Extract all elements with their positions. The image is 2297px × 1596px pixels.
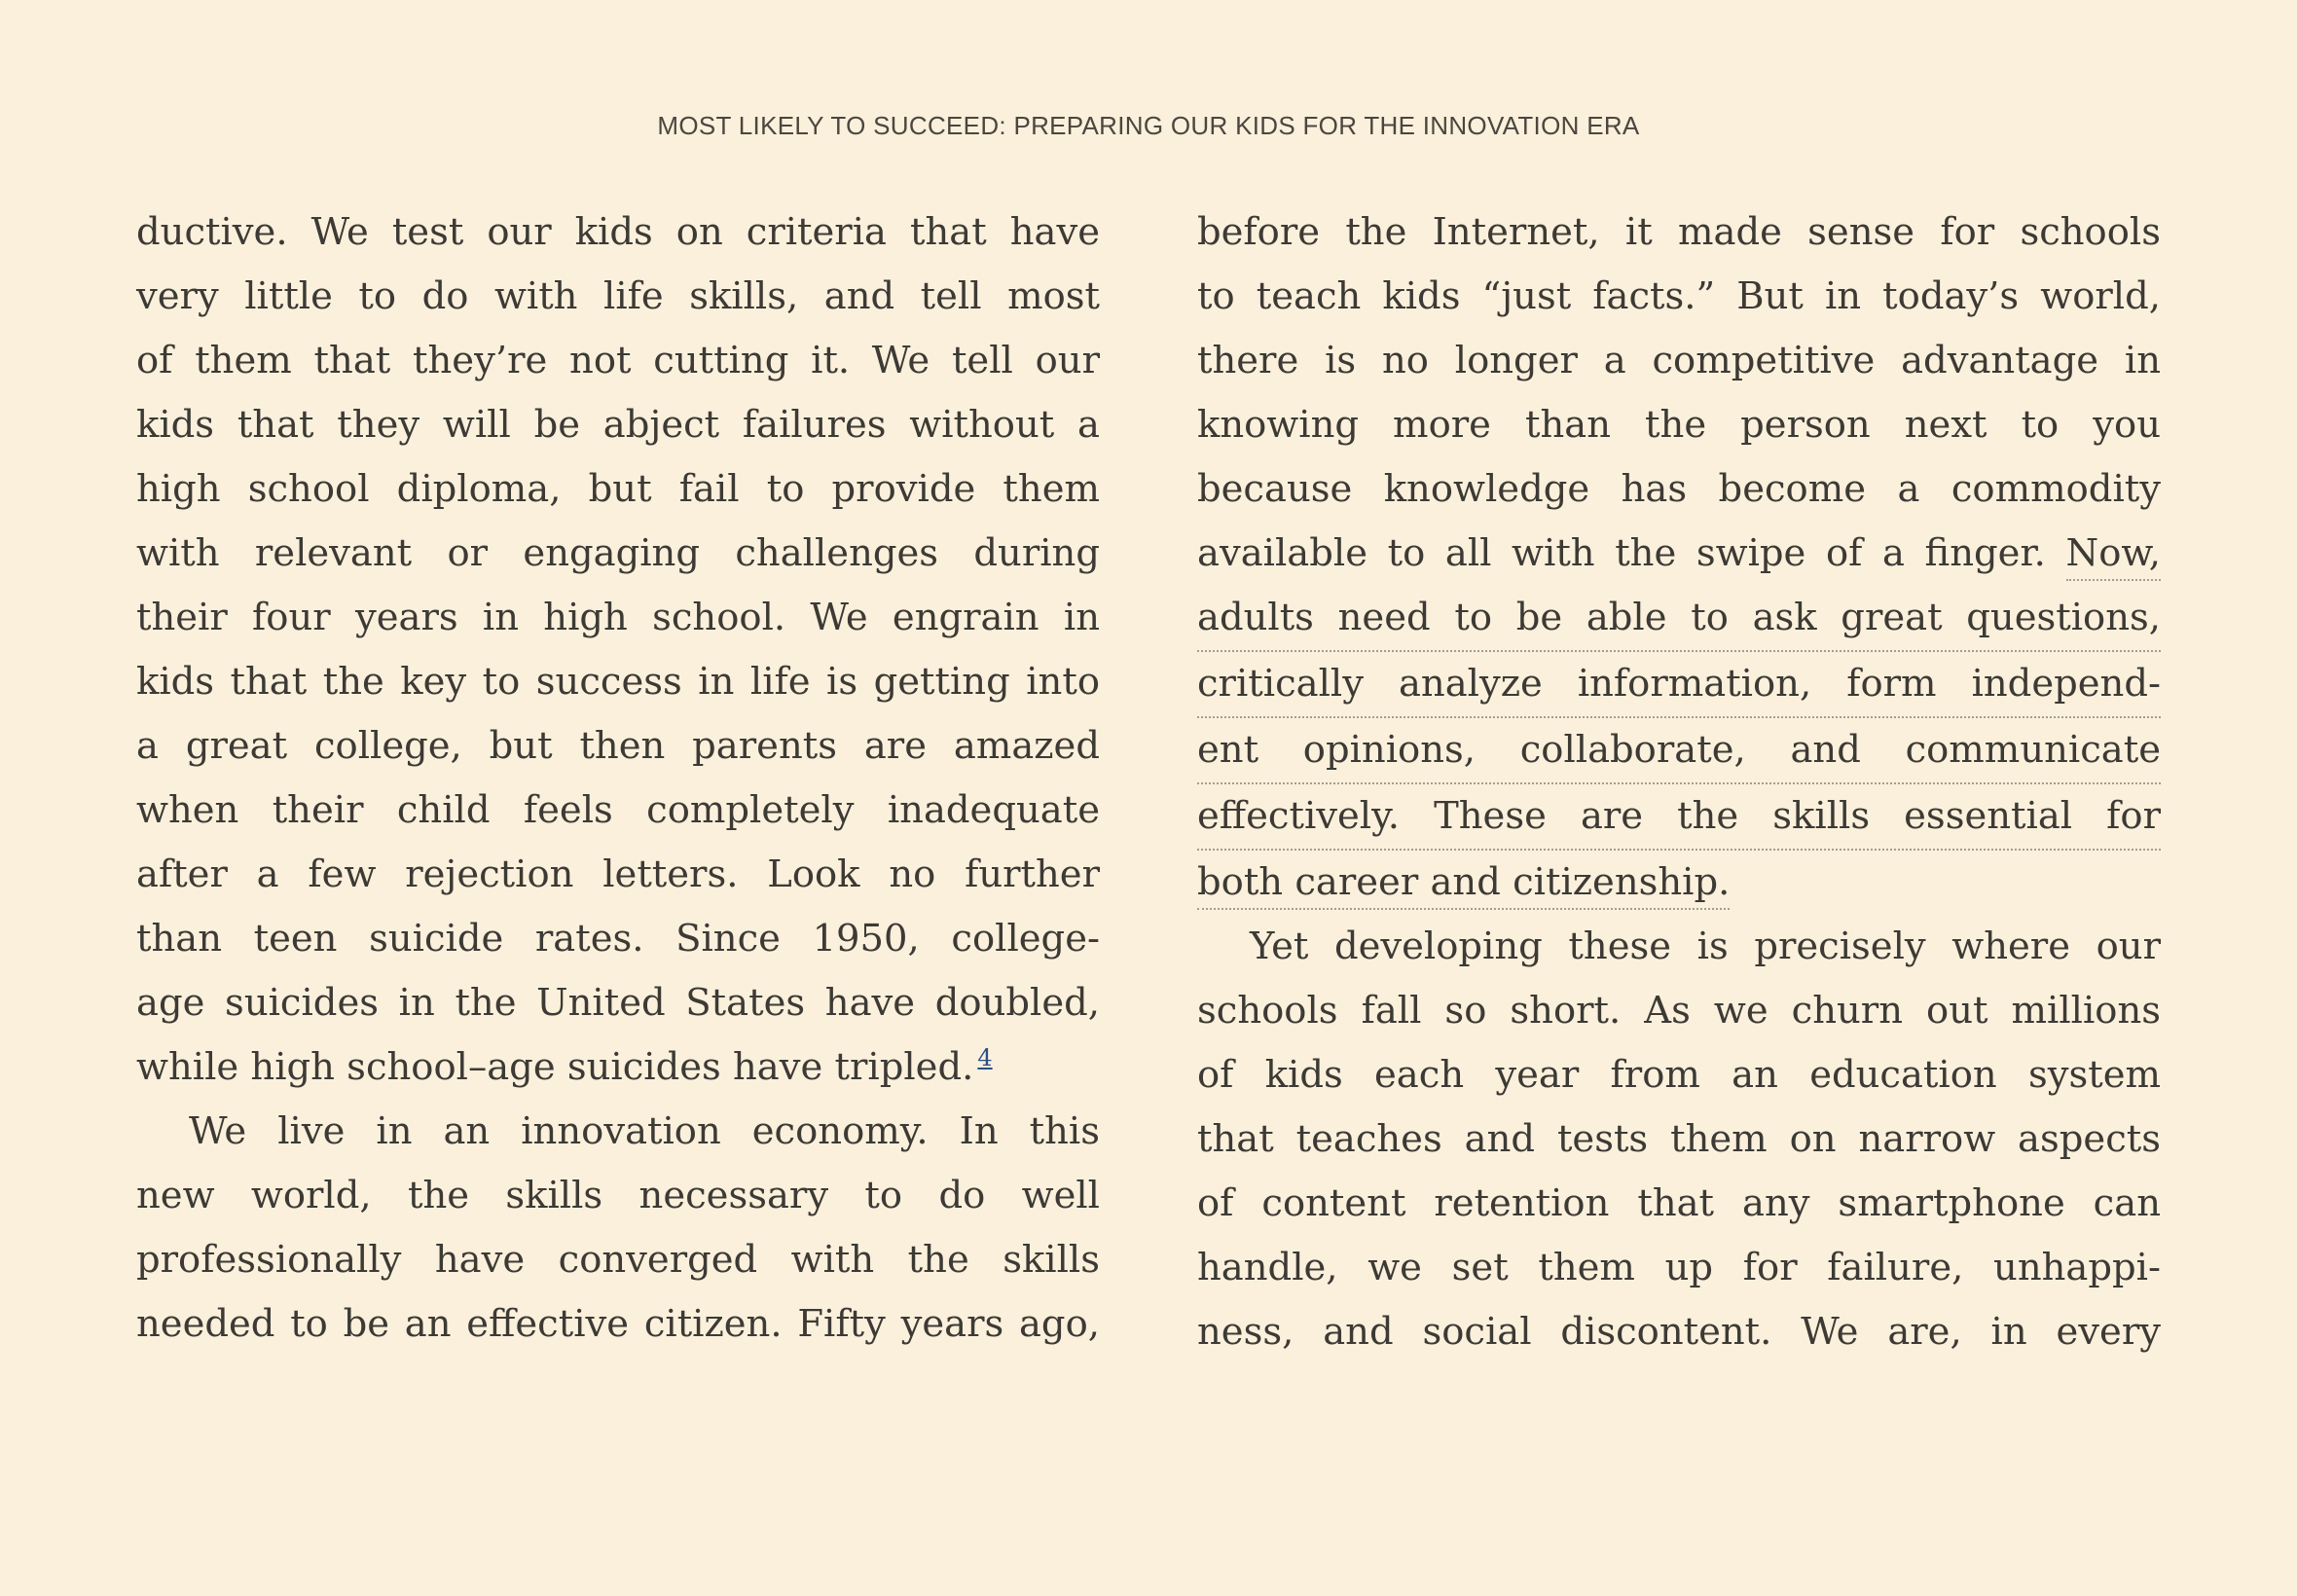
footnote-link[interactable]: 4 — [977, 1044, 993, 1071]
running-header: MOST LIKELY TO SUCCEED: PREPARING OUR KIDS FOR THE INNOVATION ERA — [657, 111, 1640, 140]
text-line: there is no longer a competitive advantage in — [1197, 339, 2161, 382]
highlighted-line[interactable]: adults need to be able to ask great questions, — [1197, 586, 2161, 652]
text-line: of them that they’re not cutting it. We tell our — [136, 339, 1100, 382]
highlighted-line-end — [1197, 851, 2161, 915]
text-line: with relevant or engaging challenges during — [136, 531, 1100, 575]
text-line: high school diploma, but fail to provide them — [136, 467, 1100, 511]
text-line: of kids each year from an education system — [1197, 1053, 2161, 1097]
text-line: of content retention that any smartphone can — [1197, 1181, 2161, 1225]
text-line: handle, we set them up for failure, unhappi- — [1197, 1246, 2161, 1289]
paragraph-end-line — [136, 1035, 1100, 1100]
text-line: before the Internet, it made sense for schools — [1197, 210, 2161, 254]
text-line: a great college, but then parents are amazed — [136, 724, 1100, 768]
text-line-content: while high school–age suicides have tripled. — [136, 1045, 974, 1089]
text-line: very little to do with life skills, and tell most — [136, 274, 1100, 318]
text-line: kids that the key to success in life is getting into — [136, 660, 1100, 704]
text-line: needed to be an effective citizen. Fifty years ago, — [136, 1302, 1100, 1346]
right-text-column — [1197, 200, 2161, 1364]
text-line: their four years in high school. We engrain in — [136, 596, 1100, 639]
text-line: new world, the skills necessary to do well — [136, 1174, 1100, 1217]
left-text-column — [136, 200, 1100, 1357]
text-line: than teen suicide rates. Since 1950, college- — [136, 917, 1100, 961]
text-line: to teach kids “just facts.” But in today’s world, — [1197, 274, 2161, 318]
highlighted-line[interactable]: effectively. These are the skills essential for — [1197, 784, 2161, 851]
highlighted-text[interactable]: both career and citizenship. — [1197, 860, 1730, 910]
highlighted-text[interactable]: Now, — [2066, 531, 2162, 581]
text-line: age suicides in the United States have doubled, — [136, 981, 1100, 1025]
text-line: professionally have converged with the skills — [136, 1238, 1100, 1282]
text-line: ductive. We test our kids on criteria that have — [136, 210, 1100, 254]
text-line: schools fall so short. As we churn out millions — [1197, 989, 2161, 1033]
text-line: knowing more than the person next to you — [1197, 403, 2161, 447]
text-segment: available to all with the swipe of a finger. — [1197, 531, 2046, 575]
text-line: after a few rejection letters. Look no further — [136, 852, 1100, 896]
highlighted-line[interactable]: ent opinions, collaborate, and communicate — [1197, 718, 2161, 784]
text-line: ness, and social discontent. We are, in every — [1197, 1310, 2161, 1354]
highlighted-line[interactable]: critically analyze information, form independ- — [1197, 652, 2161, 718]
text-line: when their child feels completely inadequate — [136, 788, 1100, 832]
paragraph-start-line: Yet developing these is precisely where our — [1250, 925, 2161, 968]
text-line: that teaches and tests them on narrow aspects — [1197, 1117, 2161, 1161]
text-line: because knowledge has become a commodity — [1197, 467, 2161, 511]
paragraph-start-line: We live in an innovation economy. In this — [189, 1109, 1100, 1153]
text-line: kids that they will be abject failures without a — [136, 403, 1100, 447]
text-line-with-highlight-start — [1197, 522, 2161, 586]
